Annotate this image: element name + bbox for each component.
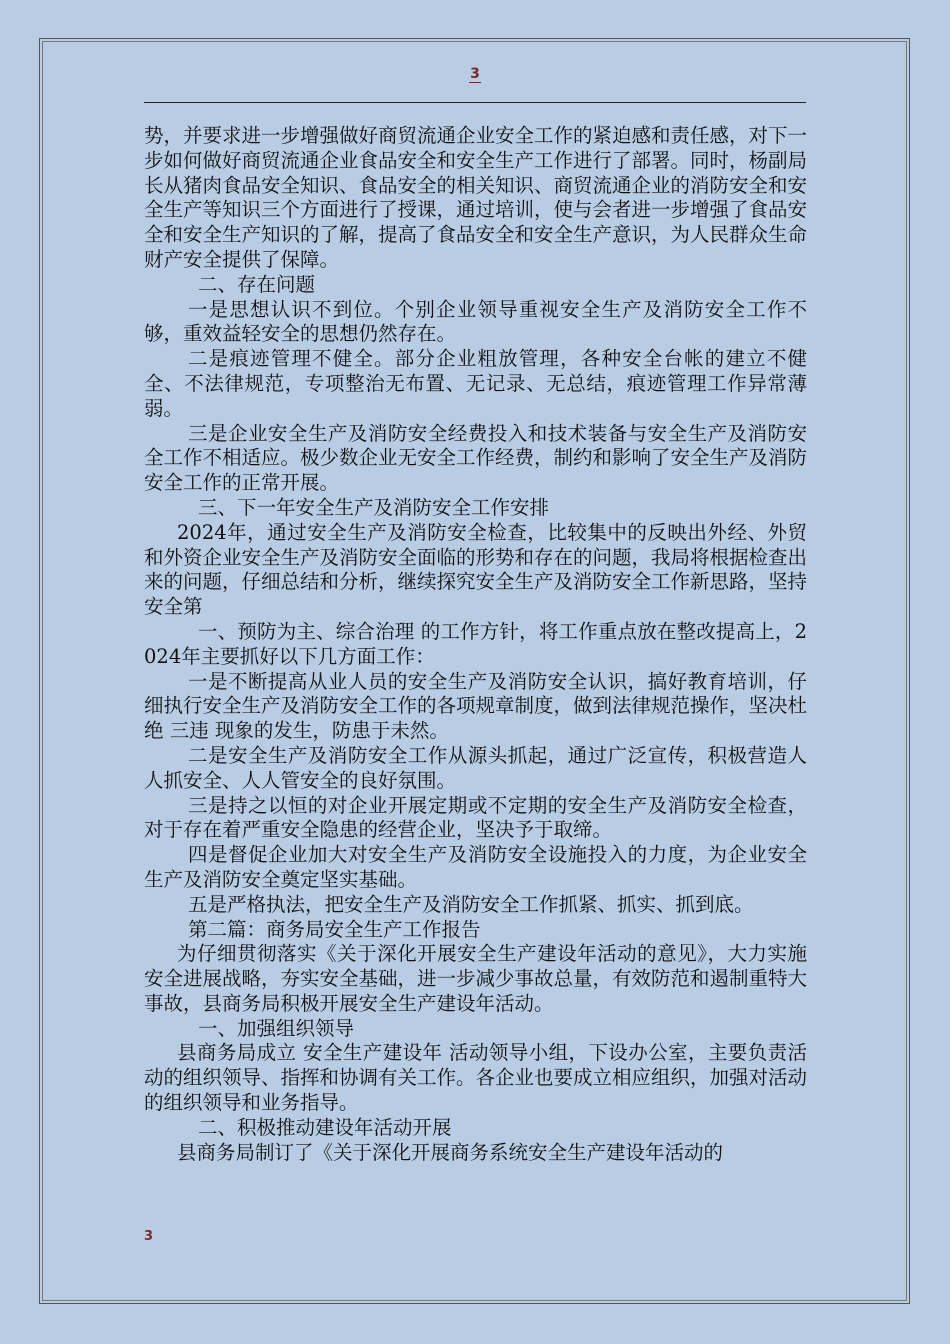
header-page-number: 3: [470, 66, 480, 82]
paragraph: 二、存在问题: [198, 272, 316, 296]
paragraph: 势，并要求进一步增强做好商贸流通企业安全工作的紧迫感和责任感，对下一步如何做好商贸流通企业食品安全和安全生产工作进行了部署。同时，杨副局长从猪肉食品安全知识、食品安全的相关知识、商贸流通企业的消防安全和安全生产等知识三个方面进行了授课，通过培训，使与会者进一步增强了食品安全和安全生产知识的了解，提高了食品安全和安全生产意识，为人民群众生命财产安全提供了保障。: [144, 124, 808, 271]
paragraph: 2024年，通过安全生产及消防安全检查，比较集中的反映出外经、外贸和外资企业安全生产及消防安全面临的形势和存在的问题，我局将根据检查出来的问题，仔细总结和分析，继续探究安全生产及消防安全工作新思路，坚持 安全第: [144, 520, 808, 619]
paragraph: 二是安全生产及消防安全工作从源头抓起，通过广泛宣传，积极营造人人抓安全、人人管安全的良好氛围。: [144, 743, 807, 792]
paragraph: 一是不断提高从业人员的安全生产及消防安全认识，搞好教育培训，仔细执行安全生产及消防安全工作的各项规章制度，做到法律规范操作，坚决杜绝 三违 现象的发生，防患于未然。: [144, 669, 808, 743]
paragraph: 为仔细贯彻落实《关于深化开展安全生产建设年活动的意见》，大力实施安全进展战略，夯实安全基础，进一步减少事故总量，有效防范和遏制重特大事故，县商务局积极开展安全生产建设年活动。: [144, 942, 808, 1015]
paragraph: 一、加强组织领导: [198, 1016, 355, 1040]
paragraph: 一是思想认识不到位。个别企业领导重视安全生产及消防安全工作不够，重效益轻安全的思想仍然存在。: [144, 297, 807, 346]
paragraph: 第二篇：商务局安全生产工作报告: [188, 917, 481, 941]
footer-page-number: 3: [144, 1229, 154, 1244]
paragraph: 三是企业安全生产及消防安全经费投入和技术装备与安全生产及消防安全工作不相适应。极少数企业无安全工作经费，制约和影响了安全生产及消防安全工作的正常开展。: [144, 421, 808, 495]
paragraph: 四是督促企业加大对安全生产及消防安全设施投入的力度，为企业安全生产及消防安全奠定坚实基础。: [144, 843, 807, 891]
paragraph: 二、积极推动建设年活动开展: [198, 1115, 452, 1139]
paragraph: 三、下一年安全生产及消防安全工作安排: [198, 495, 550, 519]
paragraph: 一、预防为主、综合治理 的工作方针，将工作重点放在整改提高上，2024年主要抓好以下几方面工作：: [144, 619, 807, 668]
paragraph: 县商务局成立 安全生产建设年 活动领导小组，下设办公室，主要负责活动的组织领导、指挥和协调有关工作。各企业也要成立相应组织，加强对活动的组织领导和业务指导。: [144, 1041, 808, 1115]
document-body: [144, 124, 807, 1165]
header-rule: [144, 102, 806, 103]
paragraph: 五是严格执法，把安全生产及消防安全工作抓紧、抓实、抓到底。: [188, 892, 754, 916]
paragraph: 三是持之以恒的对企业开展定期或不定期的安全生产及消防安全检查，对于存在着严重安全隐患的经营企业，坚决予于取缔。: [144, 793, 807, 842]
paragraph: 县商务局制订了《关于深化开展商务系统安全生产建设年活动的: [177, 1140, 724, 1164]
paragraph: 二是痕迹管理不健全。部分企业粗放管理，各种安全台帐的建立不健全、不法律规范，专项整治无布置、无记录、无总结，痕迹管理工作异常薄弱。: [144, 347, 807, 420]
